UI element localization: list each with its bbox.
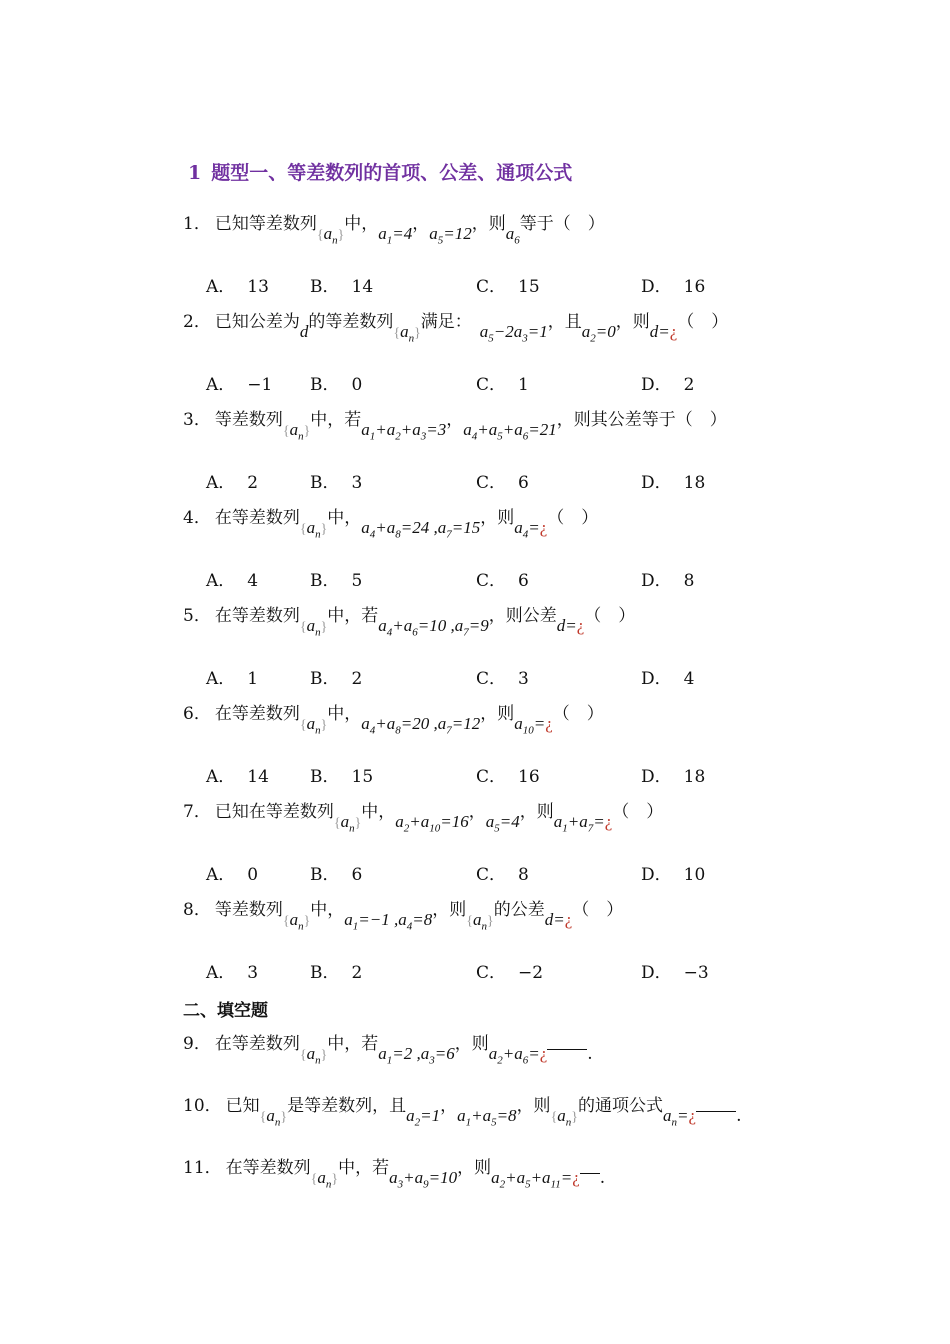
math-expr: $a_n=¿$: [663, 1106, 697, 1129]
math-expr: $a_4+a_5+a_6=21$: [463, 420, 557, 443]
section-number: 1: [188, 162, 202, 184]
question-9: [183, 1032, 593, 1067]
math-expr: $a_2+a_6=¿$: [488, 1044, 548, 1067]
option-d[interactable]: D． 8: [641, 571, 695, 591]
option-d[interactable]: D． 18: [641, 473, 706, 493]
question-text: ，则其公差等于（ ）: [556, 410, 727, 430]
question-text: 在等差数列: [214, 606, 300, 626]
question-text: 中，若: [338, 1158, 390, 1178]
question-text: ，则: [516, 1096, 551, 1116]
question-text: 在等差数列: [225, 1158, 311, 1178]
options-row: [0, 468, 950, 492]
answer-blank[interactable]: [580, 1173, 600, 1174]
sequence-symbol: $\{a_n\}$: [299, 616, 328, 639]
math-expr: d=¿: [544, 910, 573, 929]
sequence-symbol: $\{a_n\}$: [333, 812, 362, 835]
math-expr: $a_4+a_6=10$ $,a_7=9$: [378, 616, 489, 639]
math-expr: $a_1+a_7=¿$: [553, 812, 613, 835]
option-b[interactable]: B． 0: [310, 375, 363, 395]
sequence-symbol: $\{a_n\}$: [282, 910, 311, 933]
option-c[interactable]: C． 3: [476, 669, 529, 689]
question-text: 等差数列: [214, 410, 283, 430]
sequence-symbol: $\{a_n\}$: [316, 224, 345, 247]
question-text: ，: [468, 802, 486, 822]
option-a[interactable]: A． −1: [206, 375, 273, 395]
math-expr: $a_5=4$: [485, 812, 520, 835]
option-d[interactable]: D． 4: [641, 669, 695, 689]
question-11: [183, 1156, 606, 1191]
question-number: 10．: [183, 1096, 222, 1116]
question-text: 中，: [344, 214, 379, 234]
math-expr: $a_2+a_{10}=16$: [395, 812, 469, 835]
question-number: 3．: [183, 410, 211, 430]
math-expr: $a_1=-1$ $,a_4=8$: [344, 910, 433, 933]
math-expr: $a_2=1$: [406, 1106, 441, 1129]
question-text: ，则: [615, 312, 650, 332]
options-row: [0, 664, 950, 688]
question-8: [183, 898, 624, 933]
question-number: 4．: [183, 508, 211, 528]
math-expr: $a_5-2a_3=1$: [479, 322, 548, 345]
sequence-symbol: $\{a_n\}$: [299, 518, 328, 541]
question-text: 在等差数列: [214, 508, 300, 528]
option-b[interactable]: B． 2: [310, 669, 363, 689]
option-c[interactable]: C． 6: [476, 571, 529, 591]
option-d[interactable]: D． −3: [641, 963, 709, 983]
math-expr: $a_2=0$: [581, 322, 616, 345]
option-a[interactable]: A． 0: [206, 865, 259, 885]
sequence-symbol: $\{a_n\}$: [299, 1044, 328, 1067]
math-expr: d=¿: [649, 322, 678, 341]
question-2: [183, 310, 729, 345]
question-number: 9．: [183, 1034, 211, 1054]
answer-blank[interactable]: [547, 1049, 587, 1050]
options-row: [0, 272, 950, 296]
question-text: 中，: [327, 508, 362, 528]
question-text: ，则: [454, 1034, 489, 1054]
question-text: （ ）: [677, 312, 729, 332]
option-b[interactable]: B． 3: [310, 473, 363, 493]
math-expr: $a_{10}=¿$: [514, 714, 553, 737]
sequence-symbol: $\{a_n\}$: [393, 322, 421, 345]
option-b[interactable]: B． 6: [310, 865, 363, 885]
option-a[interactable]: A． 4: [206, 571, 259, 591]
question-text: 等差数列: [214, 900, 283, 920]
question-number: 7．: [183, 802, 211, 822]
question-text: ，则公差: [488, 606, 557, 626]
sequence-symbol: $\{a_n\}$: [282, 420, 311, 443]
option-c[interactable]: C． 15: [476, 277, 540, 297]
math-expr: $a_2+a_5+a_{11}=¿$: [491, 1168, 580, 1191]
question-number: 11．: [183, 1158, 222, 1178]
question-number: 8．: [183, 900, 211, 920]
question-text: ，且: [547, 312, 582, 332]
math-expr: $a_4+a_8=20$ $,a_7=12$: [361, 714, 481, 737]
option-b[interactable]: B． 15: [310, 767, 374, 787]
math-expr: $a_1=2$ $,a_3=6$: [378, 1044, 455, 1067]
question-1: [183, 212, 605, 247]
question-text: 中，若: [327, 1034, 379, 1054]
question-text: ，: [440, 1096, 458, 1116]
option-a[interactable]: A． 2: [206, 473, 259, 493]
option-d[interactable]: D． 10: [641, 865, 706, 885]
question-text: 在等差数列: [214, 1034, 300, 1054]
question-text: 中，: [361, 802, 396, 822]
question-text: ，则: [480, 704, 515, 724]
math-expr: $a_1+a_5=8$: [457, 1106, 517, 1129]
question-text: （ ）: [572, 900, 624, 920]
math-expr: $a_1+a_2+a_3=3$: [361, 420, 447, 443]
question-text: 中，: [310, 900, 345, 920]
sequence-symbol: $\{a_n\}$: [310, 1168, 339, 1191]
option-d[interactable]: D． 2: [641, 375, 695, 395]
math-expr: d=¿: [556, 616, 585, 635]
math-expr: $a_6$: [505, 224, 520, 247]
question-3: [183, 408, 727, 443]
question-text: .: [736, 1106, 742, 1126]
question-text: 已知: [225, 1096, 260, 1116]
question-text: 的公差: [493, 900, 545, 920]
question-number: 1．: [183, 214, 211, 234]
answer-blank[interactable]: [696, 1111, 736, 1112]
question-text: .: [587, 1044, 593, 1064]
question-text: ，则: [457, 1158, 492, 1178]
question-number: 2．: [183, 312, 211, 332]
question-text: ，则: [432, 900, 467, 920]
question-text: （ ）: [552, 704, 604, 724]
question-text: 等于（ ）: [519, 214, 605, 234]
question-text: ，则: [480, 508, 515, 528]
options-row: [0, 762, 950, 786]
option-a[interactable]: A． 13: [206, 277, 269, 297]
question-6: [183, 702, 604, 737]
math-expr: $a_4+a_8=24$ $,a_7=15$: [361, 518, 481, 541]
option-b[interactable]: B． 2: [310, 963, 363, 983]
options-row: [0, 860, 950, 884]
question-text: ，: [446, 410, 464, 430]
option-d[interactable]: D． 18: [641, 767, 706, 787]
question-number: 5．: [183, 606, 211, 626]
option-c[interactable]: C． −2: [476, 963, 544, 983]
options-row: [0, 370, 950, 394]
section-heading: [188, 158, 572, 185]
math-expr: $a_1=4$: [378, 224, 413, 247]
math-expr: $a_5=12$: [429, 224, 472, 247]
options-row: [0, 958, 950, 982]
sequence-symbol: $\{a_n\}$: [550, 1106, 579, 1129]
section-title: 题型一、等差数列的首项、公差、通项公式: [211, 162, 573, 184]
option-b[interactable]: B． 14: [310, 277, 374, 297]
question-text: （ ）: [584, 606, 636, 626]
option-c[interactable]: C． 6: [476, 473, 529, 493]
question-text: 是等差数列，且: [287, 1096, 407, 1116]
option-c[interactable]: C． 16: [476, 767, 540, 787]
question-5: [183, 604, 636, 639]
question-text: （ ）: [547, 508, 599, 528]
question-text: （ ）: [612, 802, 664, 822]
option-a[interactable]: A． 14: [206, 767, 269, 787]
option-a[interactable]: A． 3: [206, 963, 259, 983]
question-number: 6．: [183, 704, 211, 724]
question-7: [183, 800, 664, 835]
question-text: 已知公差为: [214, 312, 300, 332]
question-text: .: [599, 1168, 606, 1188]
math-expr: $a_3+a_9=10$: [389, 1168, 458, 1191]
question-text: ，: [412, 214, 430, 234]
question-text: ，则: [519, 802, 554, 822]
question-text: 中，: [327, 704, 362, 724]
question-text: 的等差数列: [308, 312, 394, 332]
question-text: 中，若: [310, 410, 362, 430]
question-text: 满足：: [420, 312, 472, 332]
question-10: [183, 1094, 742, 1129]
question-text: 在等差数列: [214, 704, 300, 724]
option-c[interactable]: C． 8: [476, 865, 529, 885]
question-text: ，则: [471, 214, 506, 234]
question-text: 的通项公式: [578, 1096, 664, 1116]
sequence-symbol: $\{a_n\}$: [259, 1106, 288, 1129]
math-expr: $a_4=¿$: [514, 518, 548, 541]
fill-in-heading: 二、填空题: [183, 1001, 268, 1021]
option-c[interactable]: C． 1: [476, 375, 529, 395]
question-4: [183, 506, 599, 541]
option-d[interactable]: D． 16: [641, 277, 706, 297]
math-expr: d: [299, 322, 309, 341]
question-text: 中，若: [327, 606, 379, 626]
option-a[interactable]: A． 1: [206, 669, 259, 689]
sequence-symbol: $\{a_n\}$: [299, 714, 328, 737]
option-b[interactable]: B． 5: [310, 571, 363, 591]
sequence-symbol: $\{a_n\}$: [466, 910, 494, 933]
question-text: 已知等差数列: [214, 214, 317, 234]
question-text: 已知在等差数列: [214, 802, 334, 822]
options-row: [0, 566, 950, 590]
